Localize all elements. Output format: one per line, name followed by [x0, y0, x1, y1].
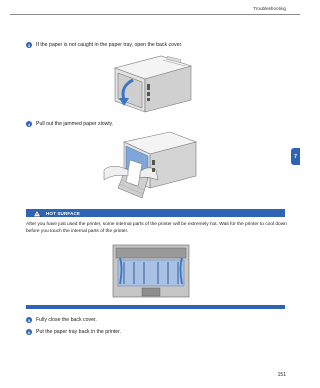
chapter-tab: 7 — [291, 148, 300, 165]
caution-title: HOT SURFACE — [46, 210, 81, 216]
printer-back-cover-illustration — [105, 54, 195, 116]
step-text: Put the paper tray back in the printer. — [36, 329, 122, 335]
step-number-badge: 3 — [27, 42, 31, 48]
hot-surface-warning-icon — [33, 210, 41, 217]
running-header: Troubleshooting — [253, 6, 286, 11]
step-text: If the paper is not caught in the paper tray, open the back cover. — [36, 42, 183, 48]
page-number: 151 — [277, 372, 286, 378]
hot-surface-caution-bar — [26, 209, 285, 217]
step-4 — [26, 121, 113, 127]
step-number-badge: 6 — [27, 329, 31, 335]
pull-jammed-paper-illustration — [98, 130, 198, 202]
caution-body-text: After you have just used the printer, some internal parts of the printer will be extremely hot. Wait for the printer to cool down before you touch the internal parts of the printer. — [26, 222, 287, 234]
step-number-badge: 4 — [27, 121, 31, 127]
step-text: Pull out the jammed paper slowly. — [36, 121, 114, 127]
step-6 — [26, 329, 121, 335]
printer-internals-illustration — [112, 244, 190, 298]
step-5 — [26, 317, 97, 323]
caution-end-bar — [26, 305, 285, 309]
step-3 — [26, 42, 182, 48]
step-text: Fully close the back cover. — [36, 317, 97, 323]
header-divider — [10, 14, 300, 15]
step-number-badge: 5 — [27, 317, 31, 323]
